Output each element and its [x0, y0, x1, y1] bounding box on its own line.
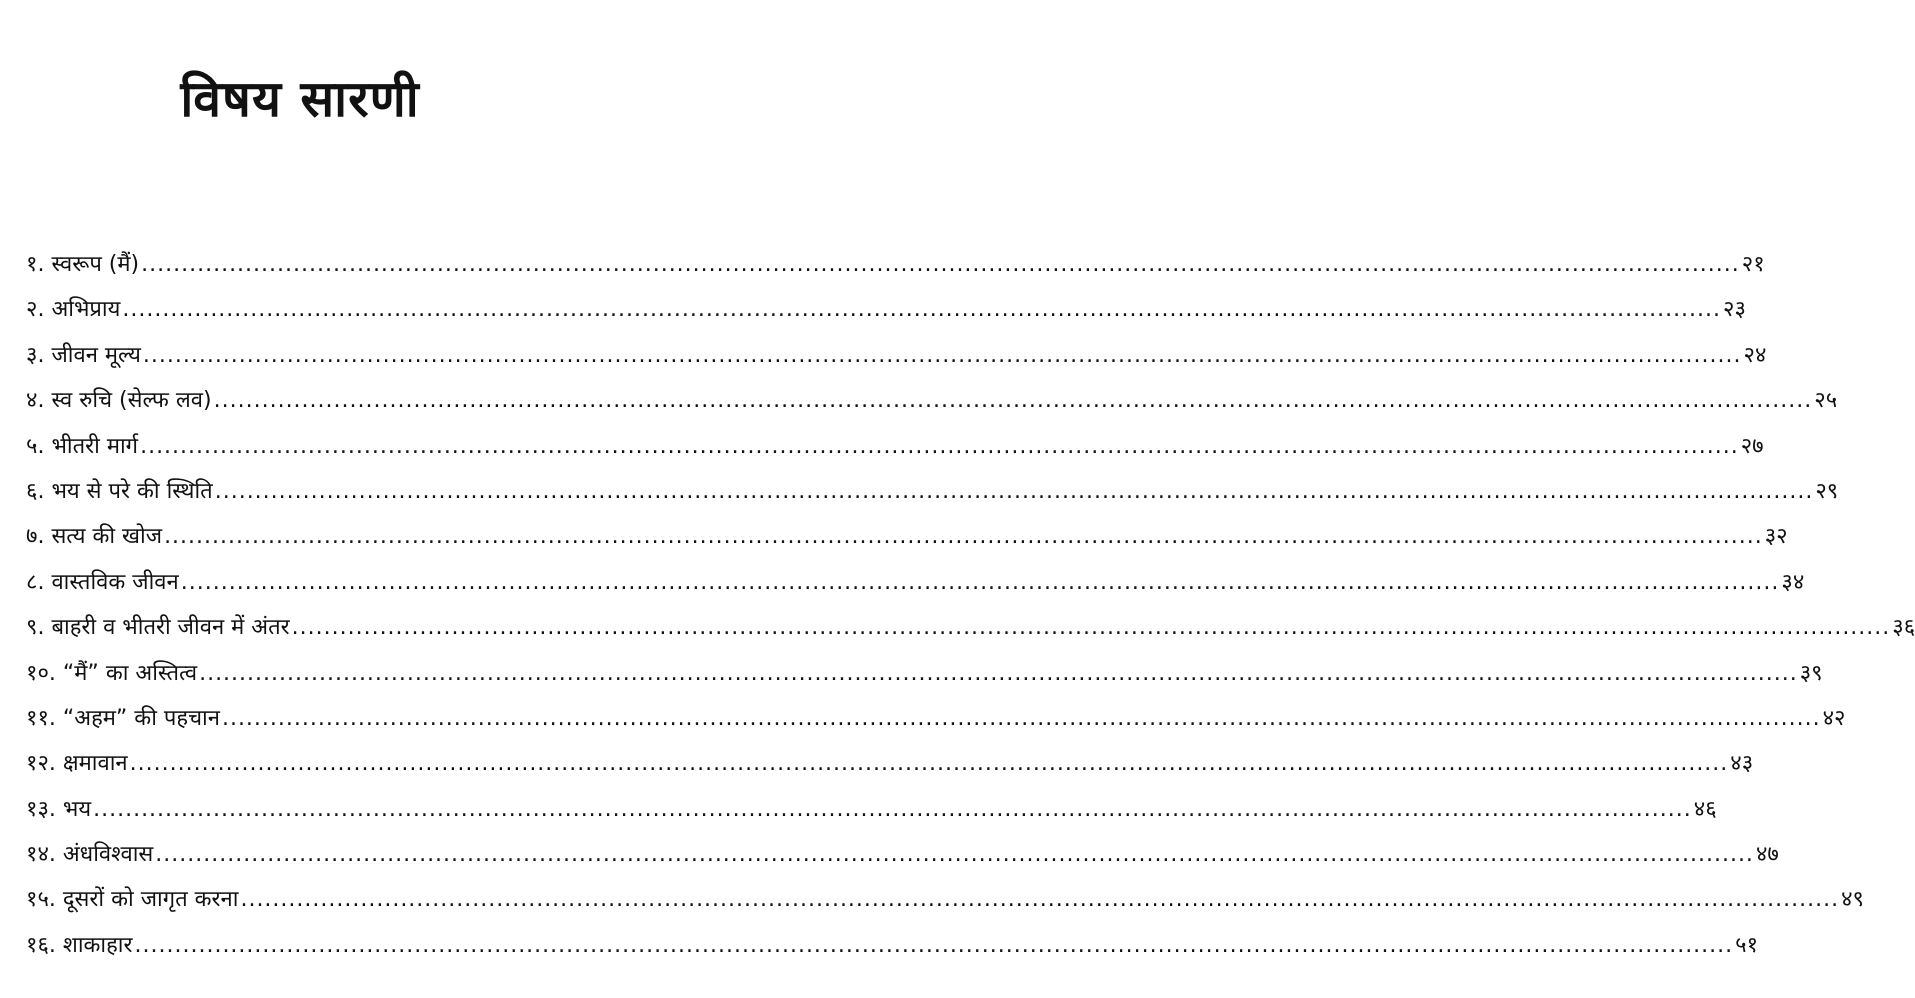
table-of-contents: [26, 250, 1915, 976]
toc-entry-number: १०.: [26, 660, 56, 686]
toc-entry-page-number: ३२: [1764, 524, 1788, 550]
toc-entry[interactable]: [26, 295, 1746, 340]
toc-entry-title: भीतरी मार्ग: [51, 433, 139, 459]
toc-entry-spacer: [44, 386, 51, 416]
toc-entry-number: ११.: [26, 705, 56, 731]
toc-entry-page-number: ३९: [1799, 660, 1823, 686]
toc-entry-page-number: ४३: [1730, 751, 1754, 777]
toc-entry-title: जीवन मूल्य: [51, 342, 141, 368]
toc-entry[interactable]: [26, 885, 1864, 930]
toc-entry-number: ८.: [26, 569, 45, 595]
toc-entry-title: स्वरूप (मैं): [51, 252, 140, 277]
toc-entry[interactable]: [26, 704, 1846, 749]
toc-entry-spacer: [44, 432, 51, 462]
toc-entry-title: “मैं” का अस्तित्व: [62, 660, 198, 686]
toc-entry-page-number: २४: [1743, 342, 1767, 368]
toc-entry-title: दूसरों को जागृत करना: [62, 887, 239, 913]
toc-dot-leader: ........................................................................................................................................................................................................: [199, 660, 1798, 686]
toc-entry-number: ५.: [26, 433, 45, 459]
toc-entry-page-number: ५१: [1735, 932, 1759, 958]
toc-entry-page-number: ३४: [1781, 569, 1805, 595]
toc-entry[interactable]: [26, 477, 1839, 522]
toc-entry-spacer: [44, 568, 51, 598]
toc-dot-leader: ........................................................................................................................................................................................................: [134, 932, 1734, 958]
toc-dot-leader: ........................................................................................................................................................................................................: [221, 705, 1821, 731]
toc-entry-page-number: ४७: [1755, 842, 1779, 868]
toc-entry-spacer: [56, 885, 63, 915]
toc-entry-number: १५.: [26, 887, 56, 913]
toc-entry-number: ६.: [26, 478, 45, 504]
page-title: विषय सारणी: [180, 69, 420, 128]
toc-entry[interactable]: [26, 432, 1764, 477]
toc-entry-number: ७.: [26, 524, 45, 550]
toc-entry[interactable]: [26, 522, 1788, 567]
toc-entry-title: अंधविश्वास: [62, 842, 154, 868]
toc-entry-number: १२.: [26, 751, 56, 777]
toc-entry-title: भय से परे की स्थिति: [51, 478, 213, 504]
toc-dot-leader: ........................................................................................................................................................................................................: [213, 388, 1813, 414]
toc-entry[interactable]: [26, 795, 1717, 840]
toc-entry-title: अभिप्राय: [51, 297, 121, 323]
toc-dot-leader: ........................................................................................................................................................................................................: [142, 342, 1742, 368]
toc-entry-spacer: [56, 795, 63, 825]
toc-entry[interactable]: [26, 749, 1754, 794]
toc-entry-page-number: २७: [1740, 433, 1764, 459]
toc-entry-spacer: [44, 522, 51, 552]
toc-entry-page-number: २३: [1723, 297, 1746, 323]
toc-entry-spacer: [56, 749, 63, 779]
toc-entry[interactable]: [26, 931, 1759, 976]
toc-entry-number: ९.: [26, 615, 45, 641]
toc-entry-number: १६.: [26, 932, 56, 958]
toc-entry-page-number: २१: [1741, 252, 1765, 277]
toc-entry-spacer: [56, 659, 63, 689]
toc-entry-number: ३.: [26, 342, 45, 368]
toc-entry-page-number: २५: [1814, 388, 1838, 414]
toc-dot-leader: ........................................................................................................................................................................................................: [155, 842, 1754, 868]
toc-dot-leader: ........................................................................................................................................................................................................: [129, 751, 1729, 777]
toc-entry-spacer: [44, 250, 51, 280]
toc-entry-spacer: [56, 840, 63, 870]
toc-entry[interactable]: [26, 659, 1823, 704]
toc-entry[interactable]: [26, 386, 1838, 431]
toc-entry-number: २.: [26, 297, 45, 323]
toc-entry[interactable]: [26, 840, 1779, 885]
toc-dot-leader: ........................................................................................................................................................................................................: [140, 433, 1739, 459]
toc-entry-number: १३.: [26, 796, 56, 822]
toc-entry-number: १४.: [26, 842, 56, 868]
toc-entry-title: सत्य की खोज: [51, 524, 163, 550]
toc-entry-spacer: [44, 341, 51, 371]
toc-entry-title: स्व रुचि (सेल्फ लव): [51, 388, 212, 414]
toc-entry-spacer: [44, 295, 51, 325]
toc-dot-leader: ........................................................................................................................................................................................................: [141, 252, 1740, 277]
toc-entry-title: “अहम” की पहचान: [62, 705, 220, 731]
toc-dot-leader: ........................................................................................................................................................................................................: [93, 796, 1692, 822]
toc-entry-title: शाकाहार: [62, 932, 133, 958]
toc-entry-page-number: ४६: [1693, 796, 1717, 822]
toc-dot-leader: ........................................................................................................................................................................................................: [291, 615, 1891, 641]
toc-dot-leader: ........................................................................................................................................................................................................: [164, 524, 1763, 550]
toc-entry-page-number: ४२: [1822, 705, 1846, 731]
toc-entry-title: भय: [62, 796, 92, 822]
toc-entry-number: ४.: [26, 388, 45, 414]
toc-dot-leader: ........................................................................................................................................................................................................: [214, 478, 1814, 504]
toc-entry-page-number: ४९: [1841, 887, 1864, 913]
toc-entry-spacer: [56, 931, 63, 961]
toc-entry-spacer: [56, 704, 63, 734]
toc-entry-title: बाहरी व भीतरी जीवन में अंतर: [51, 615, 290, 641]
toc-dot-leader: ........................................................................................................................................................................................................: [240, 887, 1840, 913]
toc-entry-page-number: ३६: [1892, 615, 1915, 641]
toc-entry-number: १.: [26, 252, 45, 277]
toc-entry[interactable]: [26, 341, 1767, 386]
toc-entry[interactable]: [26, 613, 1915, 658]
toc-entry-spacer: [44, 613, 51, 643]
toc-entry-page-number: २९: [1815, 478, 1839, 504]
toc-entry-spacer: [44, 477, 51, 507]
toc-entry[interactable]: [26, 568, 1805, 613]
toc-dot-leader: ........................................................................................................................................................................................................: [122, 297, 1722, 323]
toc-entry[interactable]: [26, 250, 1765, 295]
toc-dot-leader: ........................................................................................................................................................................................................: [180, 569, 1780, 595]
toc-entry-title: वास्तविक जीवन: [51, 569, 179, 595]
toc-entry-title: क्षमावान: [62, 751, 128, 777]
